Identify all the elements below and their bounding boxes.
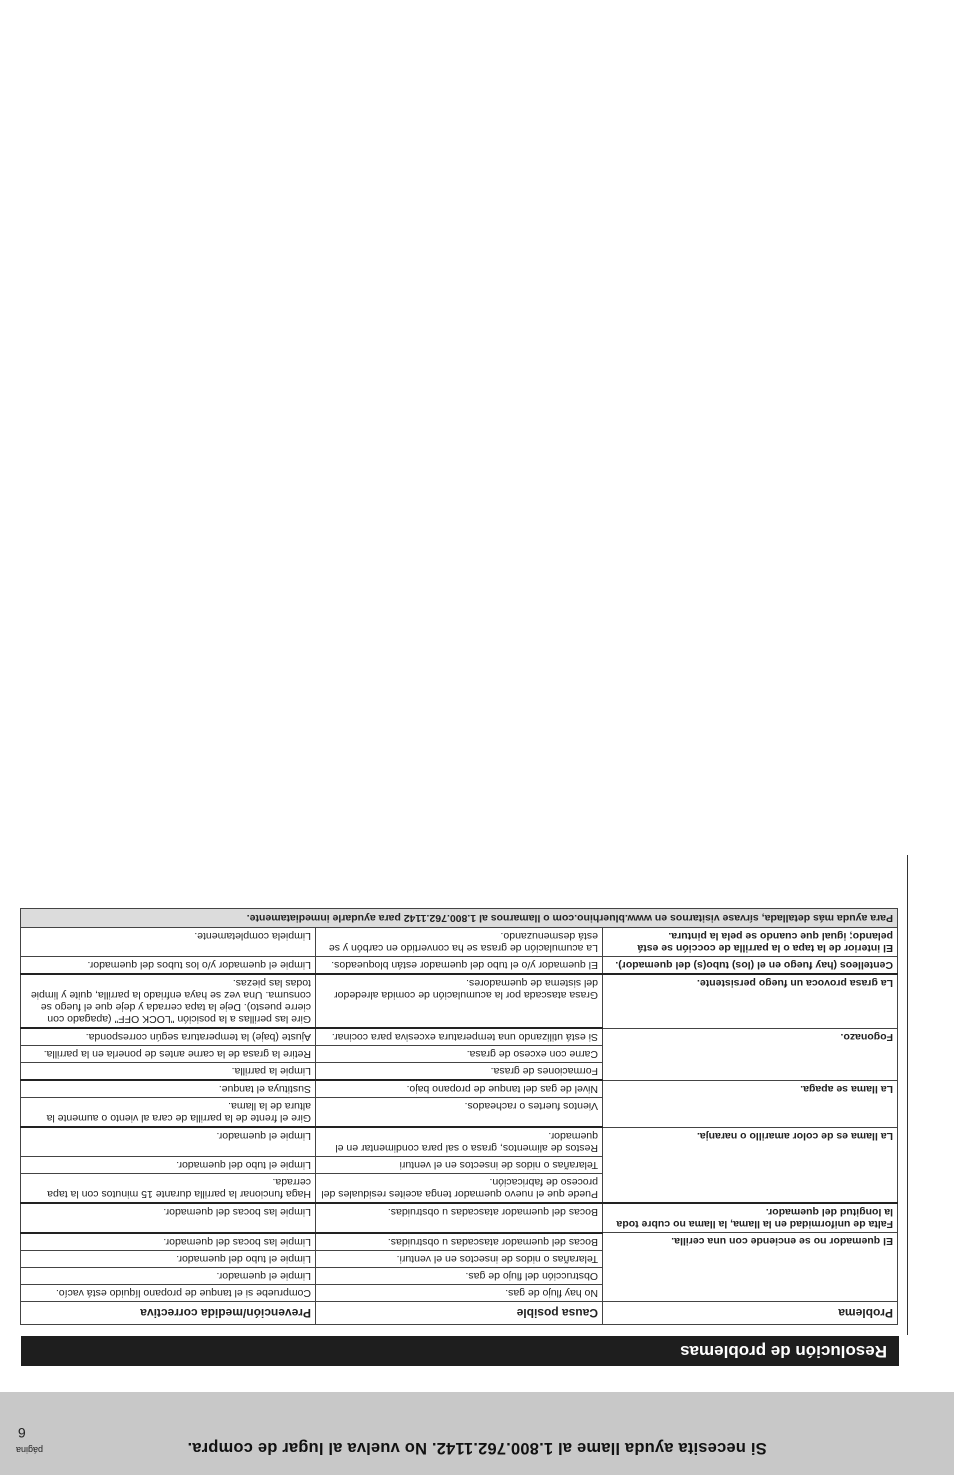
- cause-cell: Telarañas o nidos de insectos en el venturi.: [316, 1251, 603, 1268]
- header-cause: Causa posible: [316, 1302, 603, 1325]
- table-row: [21, 928, 898, 957]
- table-row: [21, 1174, 898, 1204]
- help-banner: Para ayuda más detallada, sírvase visitarnos en www.bluerhino.com o llamarnos al 1.800.762.1142 para ayudarle inmediatamente.: [21, 909, 898, 928]
- fix-cell: Limpie el quemador.: [21, 1128, 316, 1158]
- cause-cell: Bocas del quemador atascadas u obstruidas.: [316, 1233, 603, 1251]
- fix-cell: Haga funcionar la parrilla durante 15 minutos con la tapa cerrada.: [21, 1174, 316, 1204]
- cause-cell: Grasa atascada por la acumulación de comida alrededor del sistema de quemadores.: [316, 975, 603, 1029]
- header-problem: Problema: [603, 1302, 898, 1325]
- fix-cell: Limpie las bocas del quemador.: [21, 1233, 316, 1251]
- table-row: [21, 957, 898, 975]
- section-title-bar: [21, 1336, 899, 1366]
- page-label: página: [16, 1445, 44, 1455]
- cause-cell: Bocas del quemador atascadas u obstruidas.: [316, 1204, 603, 1234]
- problem-cell: Centelleos (hay fuego en el (los) tubo(s) del quemador).: [603, 957, 898, 975]
- table-row: [21, 1098, 898, 1128]
- margin-rule: [907, 855, 908, 1335]
- section-title: Resolución de problemas: [680, 1342, 887, 1361]
- problem-cell: La grasa provoca un fuego persistente.: [603, 975, 898, 1029]
- fix-cell: Gire las perillas a la posición "LOCK OFF" (apagado con cierre puesto). Deje la tapa cerrada y deje que el fuego se consuma. Una vez se haya enfriado la parrilla, quite y limpie todas las piezas.: [21, 975, 316, 1029]
- fix-cell: Compruebe si el tanque de propano líquido está vacío.: [21, 1285, 316, 1302]
- fix-cell: Limpie el tubo del quemador.: [21, 1251, 316, 1268]
- cause-cell: Nivel de gas del tanque de propano bajo.: [316, 1081, 603, 1099]
- table-row: [21, 1063, 898, 1081]
- problem-cell: La llama se apaga.: [603, 1081, 898, 1128]
- cause-cell: Formaciones de grasa.: [316, 1063, 603, 1081]
- table-row: [21, 1204, 898, 1234]
- cause-cell: Puede que el nuevo quemador tenga aceites residuales del proceso de fabricación.: [316, 1174, 603, 1204]
- cause-cell: Telarañas o nidos de insectos en el venturi: [316, 1157, 603, 1174]
- cause-cell: No hay flujo de gas.: [316, 1285, 603, 1302]
- fix-cell: Gire el frente de la parrilla de cara al viento o aumente la altura de la llama.: [21, 1098, 316, 1128]
- problem-cell: El quemador no se enciende con una cerilla.: [603, 1233, 898, 1302]
- cause-cell: El quemador y/o el tubo del quemador están bloqueados.: [316, 957, 603, 975]
- problem-cell: Falta de uniformidad en la llama, la llama no cubre toda la longitud del quemador.: [603, 1204, 898, 1234]
- cause-cell: Si está utilizando una temperatura excesiva para cocinar.: [316, 1029, 603, 1047]
- cause-cell: Restos de alimentos, grasa o sal para condimentar en el quemador.: [316, 1128, 603, 1158]
- header-fix: Prevención/medida correctiva: [21, 1302, 316, 1325]
- fix-cell: Limpie la parrilla.: [21, 1063, 316, 1081]
- cause-cell: Vientos fuertes o racheados.: [316, 1098, 603, 1128]
- fix-cell: Limpie el quemador y/o los tubos del quemador.: [21, 957, 316, 975]
- cause-cell: La acumulación de grasa se ha convertido en carbón y se está desmenuzando.: [316, 928, 603, 957]
- fix-cell: Retire la grasa de la carne antes de ponerla en la parrilla.: [21, 1046, 316, 1063]
- fix-cell: Limpie el quemador.: [21, 1268, 316, 1285]
- problem-cell: Fogonazo.: [603, 1029, 898, 1081]
- help-phone-text: Si necesita ayuda llame al 1.800.762.1142. No vuelva al lugar de compra.: [187, 1439, 767, 1457]
- fix-cell: Limpie las bocas del quemador.: [21, 1204, 316, 1234]
- problem-cell: La llama es de color amarillo o naranja.: [603, 1128, 898, 1204]
- table-row: [21, 1285, 898, 1302]
- cause-cell: Obstrucción del flujo de gas.: [316, 1268, 603, 1285]
- fix-cell: Limpiela completamente.: [21, 928, 316, 957]
- table-header-row: [21, 1302, 898, 1325]
- footer-bar: [0, 1392, 954, 1475]
- fix-cell: Limpie el tubo del quemador.: [21, 1157, 316, 1174]
- cause-cell: Carne con exceso de grasa.: [316, 1046, 603, 1063]
- page-number: 6: [18, 1425, 26, 1441]
- problem-cell: El interior de la tapa o la parrilla de cocción se está pelando; igual que cuando se pela la pintura.: [603, 928, 898, 957]
- fix-cell: Sustituya el tanque.: [21, 1081, 316, 1099]
- fix-cell: Ajuste (baje) la temperatura según corresponda.: [21, 1029, 316, 1047]
- table-row: [21, 975, 898, 1029]
- troubleshooting-table: [20, 909, 898, 1326]
- help-banner-row: [21, 909, 898, 928]
